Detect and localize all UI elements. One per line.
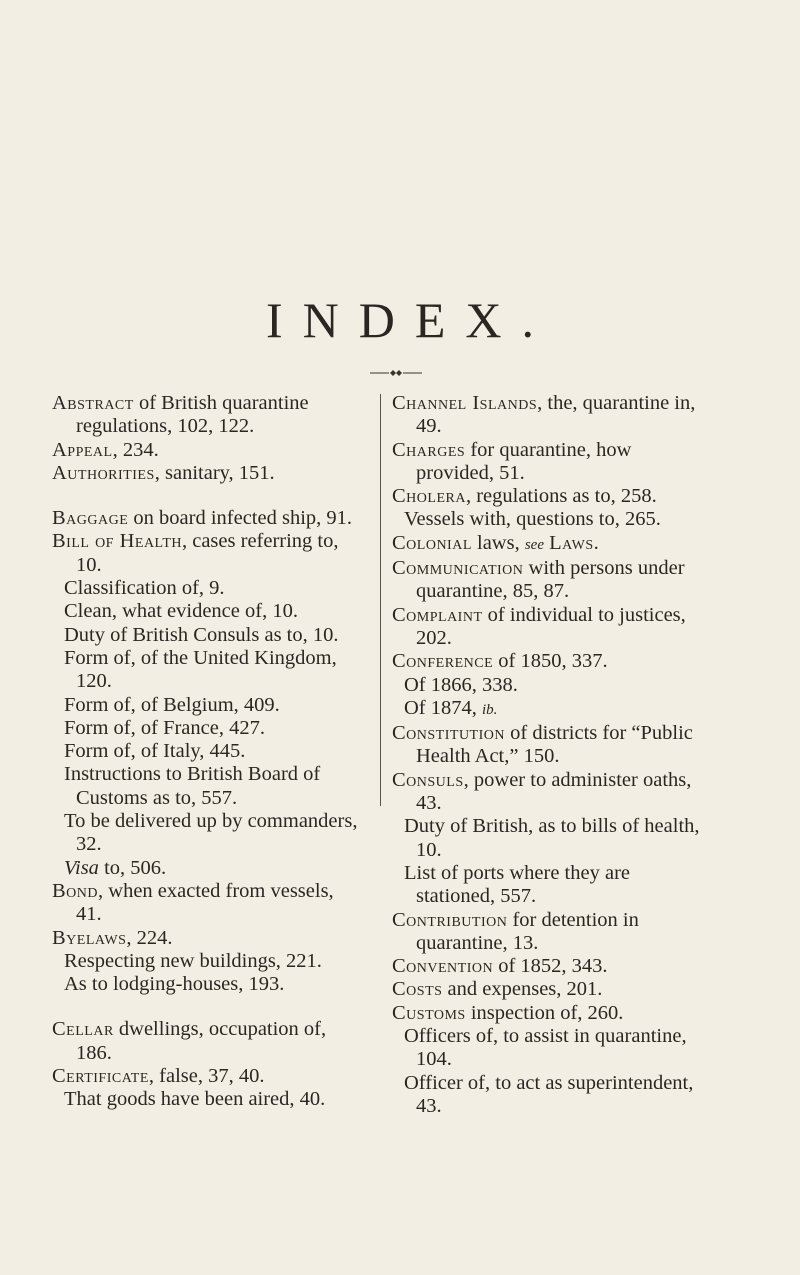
index-entry [392,392,712,439]
index-entry [52,1065,362,1088]
entry-text: , the, quarantine in, 49. [416,392,696,438]
entry-text: Form of, of the United Kingdom, 120. [64,646,337,693]
index-subentry [52,950,362,973]
index-subentry [52,973,362,996]
entry-text: Vessels with, questions to, 265. [404,508,661,531]
index-column-left [52,392,362,1112]
index-subentry [52,577,362,600]
index-subentry [392,508,712,531]
entry-text: Respecting new buildings, 221. [64,949,322,972]
entry-text: of 1850, 337. [493,650,608,673]
entry-text: Form of, of Belgium, 409. [64,693,280,716]
index-entry [392,485,712,508]
index-subentry [52,694,362,717]
index-subentry [52,857,362,880]
entry-heading: Charges [392,438,466,461]
index-subentry [52,740,362,763]
index-subentry [392,815,712,862]
entry-text: Clean, what evidence of, 10. [64,600,298,623]
index-entry [392,769,712,816]
entry-heading: Conference [392,650,494,673]
entry-text: List of ports where they are stationed, 557. [404,861,630,908]
entry-text: , cases referring to, 10. [76,530,339,576]
index-entry [52,880,362,927]
entry-text: That goods have been aired, 40. [64,1088,326,1111]
entry-heading: Contribution [392,908,508,931]
index-subentry [52,717,362,740]
entry-text: to, 506. [98,856,167,879]
index-column-right [392,392,712,1118]
index-entry [392,955,712,978]
entry-text: of individual to justices, 202. [416,603,686,649]
index-entry [52,462,362,485]
entry-heading: Consuls [392,768,464,791]
entry-heading: Bill of Health [52,530,182,553]
entry-heading: Communication [392,557,524,580]
entry-text: inspection of, 260. [465,1001,624,1024]
index-subentry [52,1088,362,1111]
entry-cross-reference: Laws. [549,531,600,554]
entry-text: , false, 37, 40. [148,1065,265,1088]
index-subentry [52,647,362,694]
index-entry [52,530,362,577]
entry-text: Instructions to British Board of Customs as to, 557. [64,763,321,809]
entry-text: , regulations as to, 258. [465,485,657,508]
index-subentry [52,624,362,647]
entry-heading: Constitution [392,722,505,745]
entry-heading: Customs [392,1001,466,1024]
index-entry [392,439,712,486]
entry-text: laws, [471,531,525,554]
entry-heading: Bond [52,879,99,902]
index-entry [52,392,362,439]
entry-text: on board infected ship, 91. [128,507,353,530]
entry-text: of British quarantine regulations, 102, 122. [76,392,309,438]
entry-text: , sanitary, 151. [154,461,275,484]
entry-italic: Visa [64,856,99,879]
entry-heading: Channel Islands [392,392,538,414]
entry-heading: Cellar [52,1018,114,1041]
index-subentry [392,1025,712,1072]
entry-reference: ib. [482,701,498,718]
entry-heading: Certificate [52,1065,149,1088]
index-entry [52,1018,362,1065]
index-entry [392,909,712,956]
page-title: INDEX. [265,292,555,348]
entry-heading: Authorities [52,461,155,484]
entry-heading: Cholera [392,485,466,508]
entry-text: Of 1866, 338. [404,673,518,696]
entry-text: Officers of, to assist in quarantine, 104. [404,1025,687,1071]
entry-heading: Colonial [392,531,472,554]
entry-heading: Costs [392,978,443,1001]
index-entry [52,507,362,530]
index-subentry [52,810,362,857]
index-entry [52,927,362,950]
entry-text: Of 1874, [404,696,483,719]
entry-text: Form of, of France, 427. [64,716,265,739]
entry-text: with persons under quarantine, 85, 87. [416,557,685,603]
entry-text: of districts for “Public Health Act,” 150. [416,722,693,768]
entry-text: Form of, of Italy, 445. [64,740,246,763]
index-entry [392,532,712,557]
entry-heading: Convention [392,955,494,978]
column-divider [380,394,381,806]
entry-text: for quarantine, how provided, 51. [416,438,632,484]
index-subentry [392,697,712,722]
entry-text: Duty of British, as to bills of health, 10. [404,815,700,861]
index-subentry [392,674,712,697]
entry-text: Officer of, to act as superintendent, 43. [404,1071,694,1117]
entry-heading: Abstract [52,392,134,414]
entry-text: dwellings, occupation of, 186. [76,1018,327,1064]
entry-text: , power to administer oaths, 43. [416,768,692,815]
entry-text: Duty of British Consuls as to, 10. [64,623,339,646]
entry-text: As to lodging-houses, 193. [64,973,285,996]
index-entry [392,604,712,651]
index-subentry [52,763,362,810]
entry-text: and expenses, 201. [442,978,603,1001]
index-subentry [52,600,362,623]
entry-text: for detention in quarantine, 13. [416,908,639,954]
index-entry [392,1002,712,1025]
entry-text: , 224. [126,926,173,949]
entry-text: , when exacted from vessels, 41. [76,879,334,926]
index-entry [392,722,712,769]
index-subentry [392,1072,712,1119]
entry-heading: Byelaws [52,926,127,949]
entry-heading: Complaint [392,603,483,626]
index-entry [392,650,712,673]
index-entry [52,439,362,462]
entry-reference: see [524,536,544,553]
index-subentry [392,862,712,909]
entry-text: Classification of, 9. [64,577,225,600]
entry-text: To be delivered up by commanders, 32. [64,810,358,856]
entry-heading: Appeal [52,438,113,461]
index-entry [392,557,712,604]
entry-text: , 234. [112,438,159,461]
ornament-rule [370,368,422,378]
index-entry [392,978,712,1001]
entry-text: of 1852, 343. [493,955,608,978]
entry-heading: Baggage [52,507,129,530]
